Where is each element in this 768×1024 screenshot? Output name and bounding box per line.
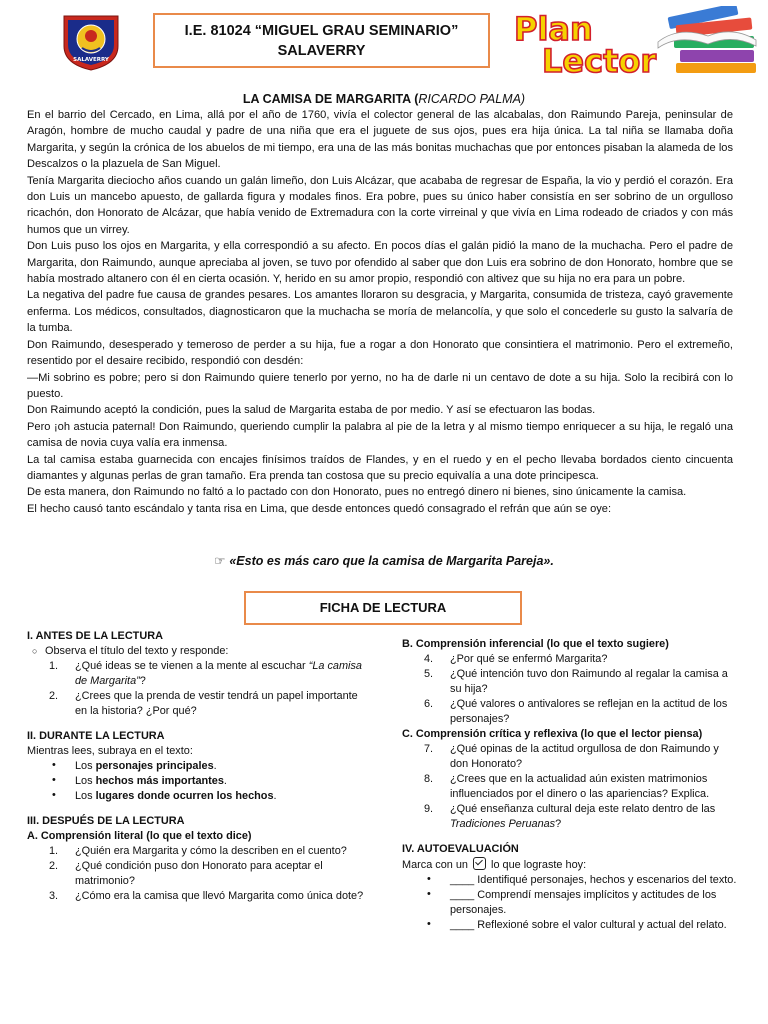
ficha-right-column xyxy=(402,637,738,933)
school-name-box xyxy=(153,13,490,68)
ficha-title: FICHA DE LECTURA xyxy=(244,591,522,625)
literal-question-3: 3. ¿Cómo era la camisa que llevó Margarita como única dote? xyxy=(49,890,364,902)
critica-question-8: 8. ¿Crees que en la actualidad aún existen matrimonios influenciados por el dinero o las apariencias? Explica. xyxy=(424,773,710,800)
critica-question-9: 9. ¿Qué enseñanza cultural deja este relato dentro de las Tradiciones Peruanas? xyxy=(424,803,716,830)
story-author: RICARDO PALMA) xyxy=(418,92,526,106)
ficha-left-column xyxy=(27,629,367,904)
critica-subheading: C. Comprensión crítica y reflexiva (lo que el lector piensa) xyxy=(402,728,703,740)
durante-item: • Los hechos más importantes. xyxy=(52,774,227,787)
seal-text: SALAVERRY xyxy=(73,57,109,63)
autoevaluacion-heading: IV. AUTOEVALUACIÓN xyxy=(402,843,519,855)
plan-word: Plan xyxy=(514,10,593,48)
durante-item: • Los lugares donde ocurren los hechos. xyxy=(52,789,277,802)
books-icon xyxy=(658,6,756,73)
story-paragraph: Pero ¡oh astucia paternal! Don Raimundo, queriendo cumplir la palabra al pie de la letra y al mismo tiempo enriquecer a su hija, le regaló una camisa de novia cuya valía era inmensa. xyxy=(27,420,733,450)
despues-heading: III. DESPUÉS DE LA LECTURA xyxy=(27,815,185,827)
story-paragraph: La tal camisa estaba guarnecida con encajes finísimos traídos de Flandes, y en el ruedo y en el pecho llevaba bordados ciento cincuenta diamantes y algunas perlas de gran tamaño. Era prenda tan costosa que su precio equivalía a una dote principesca. xyxy=(27,453,733,482)
literal-subheading: A. Comprensión literal (lo que el texto dice) xyxy=(27,830,252,842)
pointing-hand-icon: ☞ xyxy=(214,554,226,568)
story-body xyxy=(27,107,733,517)
proverb-quote: ☞ «Esto es más caro que la camisa de Margarita Pareja». xyxy=(214,554,554,568)
story-paragraph: —Mi sobrino es pobre; pero si don Raimundo quiere tenerlo por yerno, no ha de darle ni un centavo de dote a su hija. Solo la recibirá con lo puesto. xyxy=(27,371,733,400)
autoevaluacion-instruction: Marca con un lo que lograste hoy: xyxy=(402,859,587,871)
story-paragraph: La negativa del padre fue causa de grandes pesares. Los amantes lloraron su desgracia, y Margarita, consumida de tristeza, cayó gravemente enferma. Los médicos, consultados, diagnosticaron que la muchacha se moría de melancolía, y que solo el concederle su gusto la salvaría de la tumba. xyxy=(27,289,733,335)
checkbox-check-icon xyxy=(473,857,486,870)
autoevaluacion-item: • ____ Identifiqué personajes, hechos y escenarios del texto. xyxy=(427,873,737,886)
literal-question-2: 2. ¿Qué condición puso don Honorato para aceptar el matrimonio? xyxy=(49,860,323,887)
school-name-line1: I.E. 81024 “MIGUEL GRAU SEMINARIO” xyxy=(184,23,459,39)
autoevaluacion-item: • ____ Reflexioné sobre el valor cultural y actual del relato. xyxy=(427,918,727,931)
story-paragraph: En el barrio del Cercado, en Lima, allá por el año de 1760, vivía el colector general de las alcabalas, don Raimundo Pareja, peninsular de Aragón, hombre de mucho caudal y padre de una niña que era el juguete de sus ojos, pues era hija única. La tal niña se llamaba doña Margarita, y según la crónica de los abuelos de mi tiempo, era una de las más bonitas muchachas que por entonces pisaban la alameda de los Descalzos o la plazuela de San Miguel. xyxy=(27,109,733,171)
durante-item: • Los personajes principales. xyxy=(52,759,217,772)
inferencial-question-5: 5. ¿Qué intención tuvo don Raimundo al regalar la camisa a su hija? xyxy=(424,668,728,695)
school-name-line2: SALAVERRY xyxy=(277,43,366,59)
story-paragraph: El hecho causó tanto escándalo y tanta risa en Lima, que desde entonces quedó consagrado el refrán que aún se oye: xyxy=(27,502,612,515)
autoevaluacion-item: • ____ Comprendí mensajes implícitos y actitudes de los personajes. xyxy=(427,888,717,916)
inferencial-subheading: B. Comprensión inferencial (lo que el texto sugiere) xyxy=(402,638,669,650)
antes-instruction: ○ Observa el título del texto y responde: xyxy=(32,645,229,657)
story-paragraph: De esta manera, don Raimundo no faltó a lo pactado con don Honorato, pues no entregó dinero ni bienes, sino únicamente la camisa. xyxy=(27,486,687,499)
story-paragraph: Tenía Margarita dieciocho años cuando un galán limeño, don Luis Alcázar, que acababa de regresar de España, la vio y perdió el corazón. Era don Luis un mancebo apuesto, de gallarda figura y modales finos. Era pobre, pues su único haber consistía en ser sobrino de un orgulloso ricachón, don Honorato de Alcázar, que había venido de Extremadura con la corte virreinal y que vivía en Lima rodeado de criados y con más humos que un virrey. xyxy=(27,174,733,236)
antes-question-2: 2. ¿Crees que la prenda de vestir tendrá un papel importante en la historia? ¿Por qué? xyxy=(49,690,358,717)
durante-heading: II. DURANTE LA LECTURA xyxy=(27,730,165,742)
critica-question-7: 7. ¿Qué opinas de la actitud orgullosa de don Raimundo y don Honorato? xyxy=(424,743,719,770)
antes-question-1: 1. ¿Qué ideas se te vienen a la mente al escuchar “La camisa de Margarita”? xyxy=(49,660,362,687)
durante-instruction: Mientras lees, subraya en el texto: xyxy=(27,745,193,757)
inferencial-question-4: 4. ¿Por qué se enfermó Margarita? xyxy=(424,653,608,665)
inferencial-question-6: 6. ¿Qué valores o antivalores se reflejan en la actitud de los personajes? xyxy=(424,698,728,725)
antes-heading: I. ANTES DE LA LECTURA xyxy=(27,630,163,642)
school-seal-logo xyxy=(60,12,122,72)
story-paragraph: Don Raimundo, desesperado y temeroso de perder a su hija, fue a rogar a don Honorato que consintiera el matrimonio. Pero el extremeño, resentido por el desaire recibido, respondió con desdén: xyxy=(27,338,733,368)
plan-lector-logo xyxy=(508,6,760,76)
hollow-bullet-icon: ○ xyxy=(32,646,38,656)
literal-question-1: 1. ¿Quién era Margarita y cómo la describen en el cuento? xyxy=(49,845,347,857)
story-paragraph: Don Raimundo aceptó la condición, pues la salud de Margarita estaba de por medio. Y así se efectuaron las bodas. xyxy=(27,404,596,417)
story-paragraph: Don Luis puso los ojos en Margarita, y ella correspondió a su afecto. En pocos días el galán pidió la mano de la muchacha. Pero el padre de Margarita, don Raimundo, aunque apreciaba al joven, se tuvo por ofendido al saber que don Luis era sobrino de don Honorato, hombre que se había mostrado altanero con él en cierta ocasión. Y, herido en su amor propio, respondió con altivez que su hija no era para un pobre. xyxy=(27,240,733,286)
lector-word: Lector xyxy=(542,42,657,76)
story-title: LA CAMISA DE MARGARITA (RICARDO PALMA) xyxy=(242,92,526,106)
